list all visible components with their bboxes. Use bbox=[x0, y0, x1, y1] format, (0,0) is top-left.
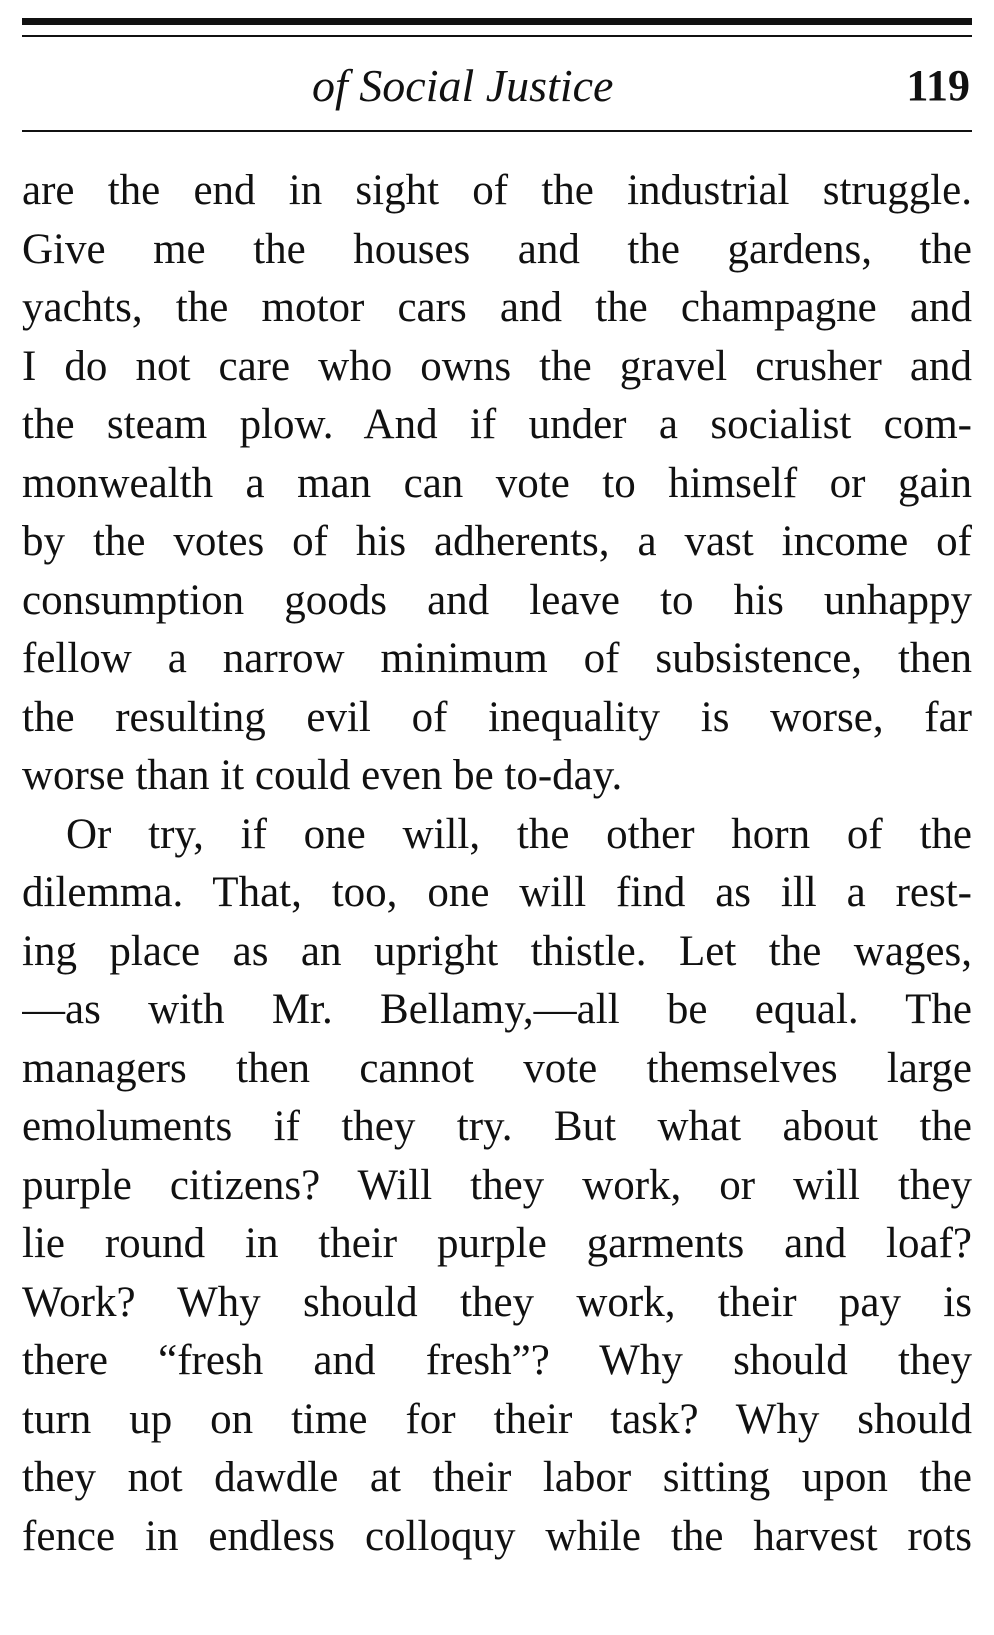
text-line: Work? Why should they work, their pay is bbox=[22, 1278, 972, 1326]
text-line: by the votes of his adherents, a vast income of bbox=[22, 518, 972, 565]
body-text bbox=[22, 162, 972, 1566]
text-line: there “fresh and fresh”? Why should they bbox=[22, 1337, 972, 1384]
text-line-paragraph-start: Or try, if one will, the other horn of the bbox=[66, 810, 972, 858]
text-line: purple citizens? Will they work, or will they bbox=[22, 1161, 972, 1209]
text-line: the steam plow. And if under a socialist com- bbox=[22, 401, 972, 448]
running-title: of Social Justice bbox=[312, 60, 614, 111]
text-line: ing place as an upright thistle. Let the wages, bbox=[22, 927, 972, 975]
text-line: are the end in sight of the industrial struggle. bbox=[22, 167, 972, 214]
top-thin-rule bbox=[22, 35, 972, 37]
text-line: managers then cannot vote themselves large bbox=[22, 1044, 972, 1092]
text-line-paragraph-end: worse than it could even be to-day. bbox=[22, 752, 623, 799]
text-line: emoluments if they try. But what about the bbox=[22, 1103, 972, 1150]
text-line: the resulting evil of inequality is worse, far bbox=[22, 693, 972, 741]
page-number: 119 bbox=[906, 61, 970, 110]
top-thick-rule bbox=[22, 18, 972, 25]
running-head bbox=[0, 58, 994, 114]
text-line: fence in endless colloquy while the harvest rots bbox=[22, 1512, 972, 1560]
text-line: dilemma. That, too, one will find as ill a rest- bbox=[22, 869, 972, 916]
text-line: turn up on time for their task? Why should bbox=[22, 1395, 972, 1443]
header-rule bbox=[22, 130, 972, 132]
text-line: lie round in their purple garments and loaf? bbox=[22, 1220, 972, 1267]
text-line: monwealth a man can vote to himself or gain bbox=[22, 459, 972, 507]
text-line: —as with Mr. Bellamy,—all be equal. The bbox=[22, 986, 972, 1033]
text-line: they not dawdle at their labor sitting upon the bbox=[22, 1454, 972, 1501]
text-line: Give me the houses and the gardens, the bbox=[22, 225, 972, 273]
text-line: I do not care who owns the gravel crusher and bbox=[22, 342, 972, 390]
text-line: consumption goods and leave to his unhappy bbox=[22, 576, 972, 624]
text-line: fellow a narrow minimum of subsistence, then bbox=[22, 635, 972, 682]
text-line: yachts, the motor cars and the champagne and bbox=[22, 284, 972, 331]
